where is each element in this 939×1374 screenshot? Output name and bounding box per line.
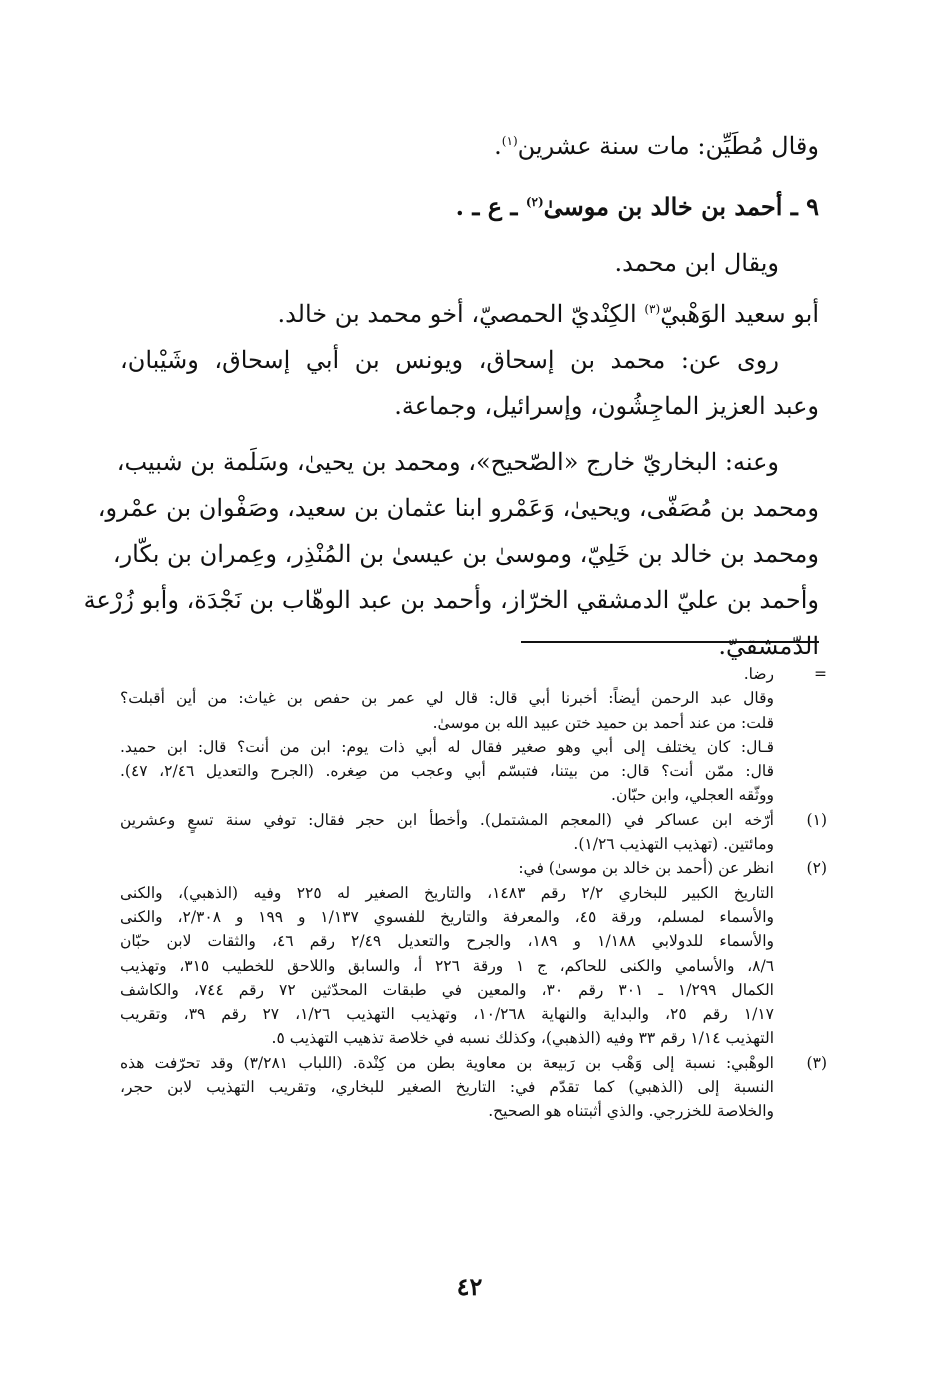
main-line-11: الدّمشقيّ.	[718, 632, 819, 660]
main-line-7: وعنه: البخاريّ خارج «الصّحيح»، ومحمد بن يحيىٰ، وسَلَمة بن شبيب،	[116, 448, 779, 476]
footnote-continuation: = رضا. وقال عبد الرحمن أيضاً: أخبرنا أبي قال: قال لي عمر بن حفص بن غياث: من أين أقبلت؟ قلت: من عند أحمد بن حميد ختن عبيد الله بن موسىٰ. قـال: كان يختلف إلى أبي وهو صغير فقال له أبي ذات يوم: ابن من أنت؟ قال: ابن حميد. قال: ممّن أنت؟ قال: من بيتنا، فتبسّم أبي وعجب من صِغره. (الجرح والتعديل ٢/٤٦، ٤٧). ووثّقه العجلي، وابن حبّان.	[120, 662, 819, 808]
footnote-marker-2: (٢)	[525, 195, 544, 209]
footnote-1: (١) أرّخه ابن عساكر في (المعجم المشتمل). وأخطأ ابن حجر فقال: توفي سنة تسعٍ وعشرين ومائتين. (تهذيب التهذيب ١/٢٦).	[120, 808, 819, 857]
continuation-marker: =	[814, 665, 827, 683]
footnote-number-3: (٣)	[806, 1053, 827, 1072]
main-line-8: ومحمد بن مُصَفّى، ويحيىٰ، وَعَمْرو ابنا عثمان بن سعيد، وصَفْوان بن عمْرو،	[97, 494, 819, 522]
page-number: ٤٢	[456, 1272, 483, 1301]
main-line-6: وعبد العزيز الماجِشُون، وإسرائيل، وجماعة.	[394, 392, 819, 420]
footnote-marker-1: (١)	[501, 134, 518, 148]
footnote-marker-3: (٣)	[644, 302, 661, 316]
footnote-number-1: (١)	[806, 810, 827, 829]
main-line-4: أبو سعيد الوَهْبيّ$^{(٣)}$ الكِنْديّ الحمصيّ، أخو محمد بن خالد.	[277, 300, 819, 328]
main-text	[83, 118, 819, 669]
footnote-separator	[521, 641, 819, 643]
main-line-9: ومحمد بن خالد بن خَلِيّ، وموسىٰ بن عيسىٰ بن المُنْذِر، وعِمران بن بكّار،	[112, 540, 819, 568]
footnote-3: (٣) الوهْبي: نسبة إلى وَهْب بن رَبيعة بن معاوية بطن من كِنْدة. (اللباب ٣/٢٨١) وقد تحرّفت هذه النسبة إلى (الذهبي) كما تقدّم في: التاريخ الصغير للبخاري، وتقريب التهذيب لابن حجر، والخلاصة للخزرجي. والذي أثبتناه هو الصحيح.	[120, 1051, 819, 1124]
main-line-1: وقال مُطَيِّن: مات سنة عشرين$^{(١)}$.	[494, 132, 819, 160]
footnotes	[120, 662, 827, 1124]
footnote-2: (٢) انظر عن (أحمد بن خالد بن موسىٰ) في: التاريخ الكبير للبخاري ٢/٢ رقم ١٤٨٣، والتاريخ الصغير له ٢٢٥ وفيه (الذهبي)، والكنى والأسماء لمسلم، ورقة ٤٥، والمعرفة والتاريخ للفسوي ١/١٣٧ و ١٩٩ و ٢/٣٠٨، والكنى والأسماء للدولابي ١/١٨٨ و ١٨٩، والجرح والتعديل ٢/٤٩ رقم ٤٦، والثقات لابن حبّان ٨/٦، والأسامي والكنى للحاكم، ج ١ ورقة ٢٢٦ أ، والسابق واللاحق للخطيب ٣١٥، وتهذيب الكمال ١/٢٩٩ ـ ٣٠١ رقم ٣٠، والمعين في طبقات المحدّثين ٧٢ رقم ٧٤٤، والكاشف ١/١٧ رقم ٢٥، والبداية والنهاية ١٠/٢٦٨، وتهذيب التهذيب ١/٢٦، ٢٧ رقم ٣٩، وتقريب التهذيب ١/١٤ رقم ٣٣ وفيه (الذهبي)، وكذلك نسبه في خلاصة تذهيب التهذيب ٥.	[120, 856, 819, 1050]
entry-heading: ٩ ـ أحمد بن خالد بن موسىٰ$^{(٢)}$ ـ ع ـ .	[455, 192, 819, 221]
main-line-5: روى عن: محمد بن إسحاق، ويونس بن أبي إسحاق، وشَيْبان،	[120, 346, 779, 374]
main-line-3: ويقال ابن محمد.	[614, 249, 779, 277]
footnote-number-2: (٢)	[806, 859, 827, 878]
main-line-10: وأحمد بن عليّ الدمشقي الخرّاز، وأحمد بن عبد الوهّاب بن نَجْدَة، وأبو زُرْعة	[83, 586, 819, 614]
